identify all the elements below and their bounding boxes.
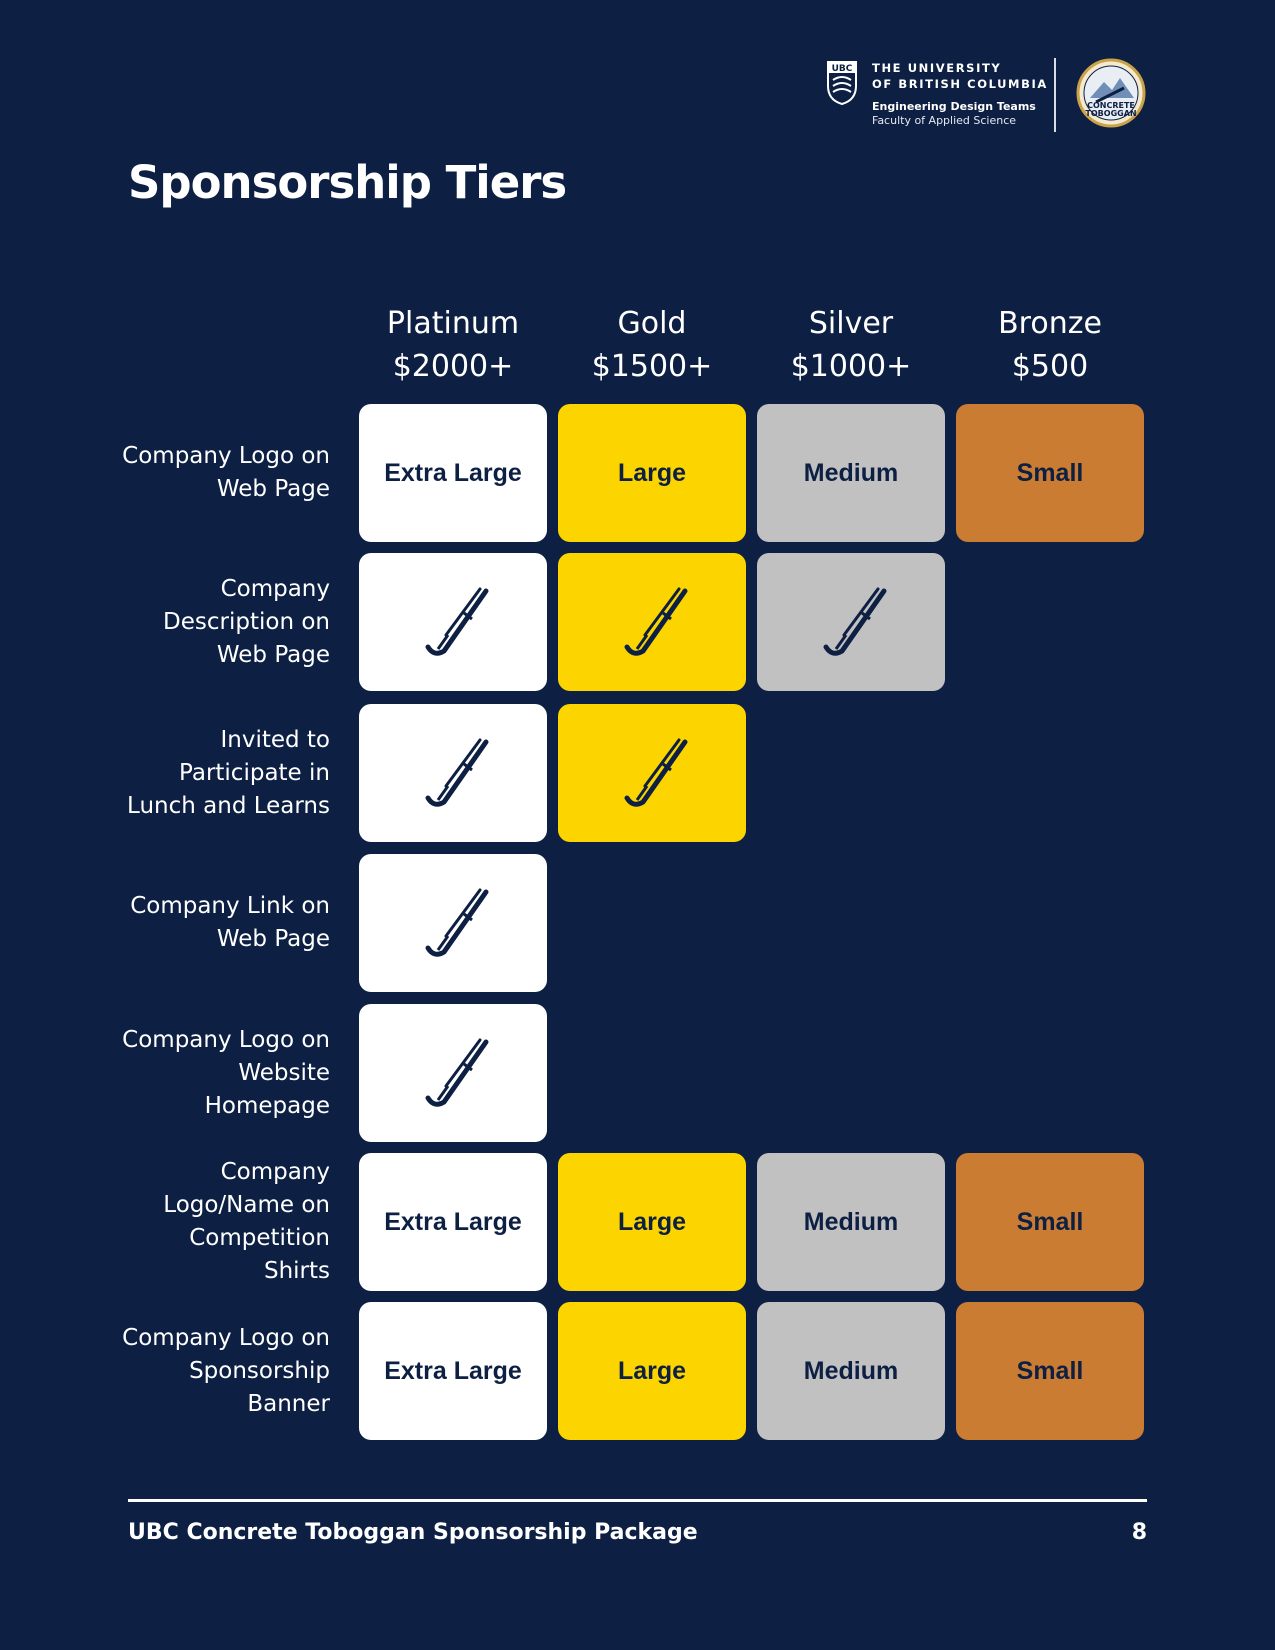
row-label: Company Logo on Sponsorship Banner: [122, 1324, 330, 1417]
ubc-wordmark: [872, 60, 1048, 128]
row-label: Invited to Participate in Lunch and Learns: [127, 726, 330, 819]
tier-header-platinum: [359, 302, 547, 388]
tier-cell-silver: [757, 553, 945, 691]
tier-name: Platinum: [386, 306, 520, 341]
concrete-toboggan-seal-icon: [1074, 58, 1148, 128]
tier-header-bronze: [956, 302, 1144, 388]
size-label: Small: [1016, 1356, 1084, 1385]
tier-name: Silver: [808, 306, 894, 341]
tier-cell-silver: [757, 1153, 945, 1291]
size-label: Medium: [803, 1207, 899, 1236]
tier-price: $500: [1011, 349, 1089, 384]
tier-price: $2000+: [392, 349, 514, 384]
size-label: Medium: [803, 1356, 899, 1385]
tier-cell-gold: [558, 553, 746, 691]
footer-title: UBC Concrete Toboggan Sponsorship Package: [128, 1520, 698, 1545]
tier-cell-platinum: [359, 1153, 547, 1291]
row-label: Company Link on Web Page: [130, 893, 330, 952]
crest-label: UBC: [831, 64, 853, 74]
size-label: Large: [617, 1207, 687, 1236]
toboggan-check-icon: [607, 728, 697, 818]
tier-price: $1000+: [790, 349, 912, 384]
tier-name: Gold: [617, 306, 687, 341]
tier-cell-bronze: [956, 1153, 1144, 1291]
tier-cell-platinum: [359, 854, 547, 992]
footer-rule: [128, 1499, 1147, 1502]
svg-text:TOBOGGAN: TOBOGGAN: [1085, 109, 1137, 118]
tier-header-silver: [757, 302, 945, 388]
tier-cell-platinum: [359, 553, 547, 691]
team-name: Engineering Design Teams: [872, 100, 1036, 113]
row-label: Company Description on Web Page: [163, 575, 330, 668]
size-label: Small: [1016, 458, 1084, 487]
tier-cell-bronze: [956, 1302, 1144, 1440]
size-label: Large: [617, 1356, 687, 1385]
tier-cell-platinum: [359, 1302, 547, 1440]
tier-cell-platinum: [359, 1004, 547, 1142]
size-label: Small: [1016, 1207, 1084, 1236]
size-label: Extra Large: [384, 1207, 522, 1236]
tier-cell-platinum: [359, 404, 547, 542]
toboggan-check-icon: [607, 577, 697, 667]
university-line2: OF BRITISH COLUMBIA: [872, 77, 1048, 91]
ubc-crest-icon: [826, 60, 858, 106]
size-label: Medium: [803, 458, 899, 487]
tier-cell-platinum: [359, 704, 547, 842]
university-line1: THE UNIVERSITY: [872, 61, 1002, 75]
toboggan-check-icon: [408, 878, 498, 968]
tier-cell-gold: [558, 1302, 746, 1440]
logo-divider: [1054, 58, 1056, 132]
toboggan-check-icon: [806, 577, 896, 667]
tier-cell-silver: [757, 404, 945, 542]
toboggan-check-icon: [408, 1028, 498, 1118]
tier-price: $1500+: [591, 349, 713, 384]
page-title: Sponsorship Tiers: [128, 156, 567, 209]
tier-cell-gold: [558, 1153, 746, 1291]
toboggan-check-icon: [408, 728, 498, 818]
tier-header-gold: [558, 302, 746, 388]
tier-cell-silver: [757, 1302, 945, 1440]
tier-cell-bronze: [956, 404, 1144, 542]
size-label: Extra Large: [384, 1356, 522, 1385]
toboggan-check-icon: [408, 577, 498, 667]
faculty-name: Faculty of Applied Science: [872, 114, 1017, 127]
size-label: Large: [617, 458, 687, 487]
row-label: Company Logo on Website Homepage: [122, 1026, 330, 1119]
tier-name: Bronze: [998, 306, 1102, 341]
tier-cell-gold: [558, 404, 746, 542]
row-label: Company Logo on Web Page: [122, 443, 330, 502]
header-logos: [822, 54, 1152, 134]
page-number: 8: [1131, 1520, 1147, 1545]
svg-text:CONCRETE: CONCRETE: [1087, 101, 1135, 110]
tier-cell-gold: [558, 704, 746, 842]
row-label: Company Logo/Name on Competition Shirts: [163, 1159, 330, 1284]
size-label: Extra Large: [384, 458, 522, 487]
